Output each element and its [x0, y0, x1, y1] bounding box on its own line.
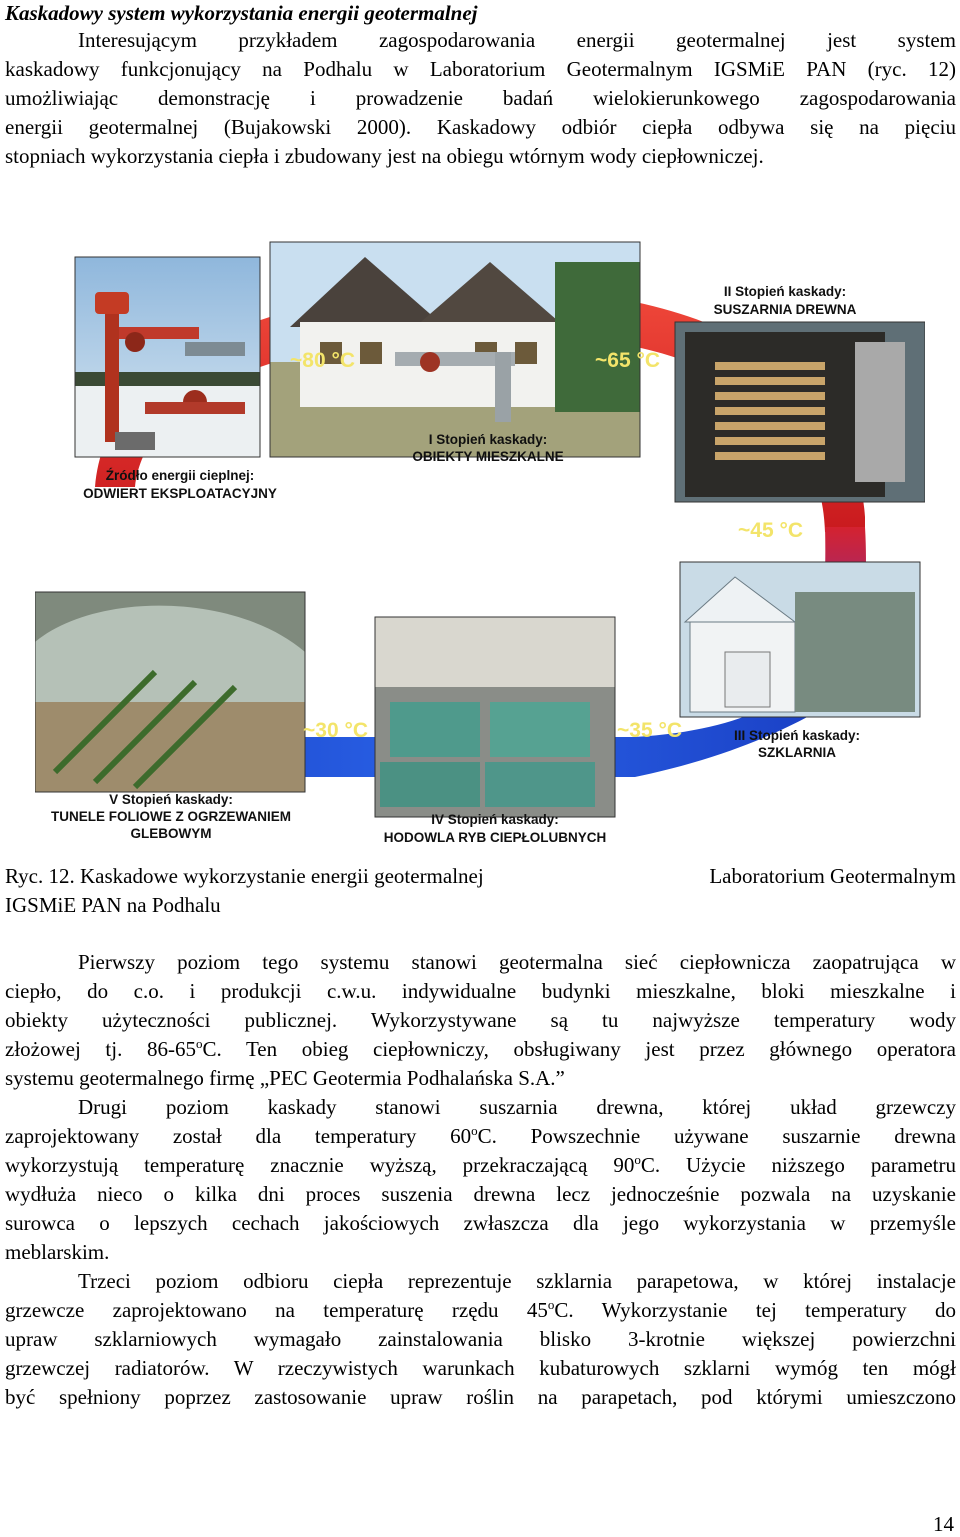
text-span: zaprojektowany został dla temperatury 60 — [5, 1124, 472, 1148]
text-line: grzewczej radiatorów. W rzeczywistych warunkach kubaturowych szklarni wymóg ten mógł — [5, 1356, 956, 1380]
photo-fish-farm — [375, 617, 615, 817]
source-label-line2: ODWIERT EKSPLOATACYJNY — [83, 486, 277, 501]
text-line: Interesującym przykładem zagospodarowania energii geotermalnej jest system — [78, 28, 956, 52]
text-line: meblarskim. — [5, 1240, 110, 1264]
caption-line: IGSMiE PAN na Podhalu — [5, 893, 221, 917]
intro-paragraph — [5, 26, 956, 171]
text-span: grzewcze zaprojektowano na temperaturę rzędu 45 — [5, 1298, 548, 1322]
text-span: C. Wykorzystanie tej temperatury do — [554, 1298, 956, 1322]
text-line: upraw szklarniowych wymagało zainstalowania blisko 3-krotnie większej powierzchni — [5, 1327, 956, 1351]
text-span: złożowej tj. 86-65 — [5, 1037, 196, 1061]
text-line — [5, 1151, 956, 1180]
temp-label-45: ~45 °C — [738, 519, 804, 542]
temp-label-30: ~30 °C — [303, 719, 369, 742]
stage5-label-line1: V Stopień kaskady: — [109, 792, 233, 807]
section-title: Kaskadowy system wykorzystania energii geotermalnej — [5, 1, 478, 25]
stage1-label-line1: I Stopień kaskady: — [428, 432, 548, 447]
text-line: energii geotermalnej (Bujakowski 2000). Kaskadowy odbiór ciepła odbywa się na pięciu — [5, 115, 956, 139]
photo-foil-tunnel — [35, 592, 305, 792]
stage4-label-line1: IV Stopień kaskady: — [431, 812, 559, 827]
temp-label-65: ~65 °C — [595, 349, 661, 372]
stage2-label-line2: SUSZARNIA DREWNA — [713, 302, 857, 317]
text-line: umożliwiając demonstrację i prowadzenie badań wielokierunkowego zagospodarowania — [5, 86, 956, 110]
photo-wood-dryer — [675, 322, 925, 502]
stage4-label-line2: HODOWLA RYB CIEPŁOLUBNYCH — [383, 830, 607, 845]
text-line: surowca o lepszych cechach jakościowych zwłaszcza dla jego wykorzystania w przemyśle — [5, 1211, 956, 1235]
text-span: C. Ten obieg ciepłowniczy, obsługiwany jest przez głównego operatora — [202, 1037, 956, 1061]
cascade-figure — [35, 232, 925, 847]
text-line — [5, 1296, 956, 1325]
text-line: Drugi poziom kaskady stanowi suszarnia drewna, której układ grzewczy — [78, 1095, 956, 1119]
temp-label-80: ~80 °C — [290, 349, 356, 372]
stage3-label-line1: III Stopień kaskady: — [733, 728, 861, 743]
text-span: C. Powszechnie używane suszarnie drewna — [477, 1124, 956, 1148]
text-line: stopniach wykorzystania ciepła i zbudowany jest na obiegu wtórnym wody ciepłowniczej. — [5, 144, 764, 168]
text-line: ciepło, do c.o. i produkcji c.w.u. indywidualne budynki mieszkalne, bloki mieszkalne i — [5, 979, 956, 1003]
body-text — [5, 948, 956, 1412]
degree-superscript: o — [634, 1152, 641, 1167]
text-span: wykorzystują temperaturę znacznie wyższą, przekraczającą 90 — [5, 1153, 635, 1177]
text-line: Trzeci poziom odbioru ciepła reprezentuje szklarnia parapetowa, w której instalacje — [78, 1269, 956, 1293]
figure-caption — [5, 862, 956, 920]
temp-label-35: ~35 °C — [617, 719, 683, 742]
text-line: wydłuża nieco o kilka dni proces suszenia drewna lecz jednocześnie pozwala na uzyskanie — [5, 1182, 956, 1206]
caption-line — [5, 862, 956, 891]
stage5-label-line3: GLEBOWYM — [130, 826, 212, 841]
text-line: obiekty użyteczności publicznej. Wykorzystywane są tu najwyższe temperatury wody — [5, 1008, 956, 1032]
source-label-line1: Źródło energii cieplnej: — [105, 468, 255, 483]
degree-superscript: o — [195, 1036, 203, 1051]
stage5-label-line2: TUNELE FOLIOWE Z OGRZEWANIEM — [51, 809, 291, 824]
text-line: być spełniony poprzez zastosowanie upraw roślin na parapetach, pod którymi umieszczono — [5, 1385, 956, 1409]
degree-superscript: o — [547, 1297, 555, 1312]
stage2-label-line1: II Stopień kaskady: — [723, 284, 847, 299]
caption-text-left: Ryc. 12. Kaskadowe wykorzystanie energii geotermalnej — [5, 864, 484, 888]
text-line: kaskadowy funkcjonujący na Podhalu w Laboratorium Geotermalnym IGSMiE PAN (ryc. 12) — [5, 57, 956, 81]
text-line — [5, 1035, 956, 1064]
text-span: C. Użycie niższego parametru — [640, 1153, 956, 1177]
page-number: 14 — [933, 1512, 954, 1536]
photo-production-well — [75, 257, 260, 457]
stage3-label-line2: SZKLARNIA — [758, 745, 836, 760]
text-line — [5, 1122, 956, 1151]
caption-text-right: Laboratorium Geotermalnym — [709, 864, 956, 888]
text-line: Pierwszy poziom tego systemu stanowi geotermalna sieć ciepłownicza zaopatrująca w — [78, 950, 956, 974]
photo-greenhouse — [680, 562, 920, 717]
text-line: systemu geotermalnego firmę „PEC Geotermia Podhalańska S.A.” — [5, 1066, 565, 1090]
degree-superscript: o — [471, 1123, 478, 1138]
stage1-label-line2: OBIEKTY MIESZKALNE — [412, 449, 564, 464]
